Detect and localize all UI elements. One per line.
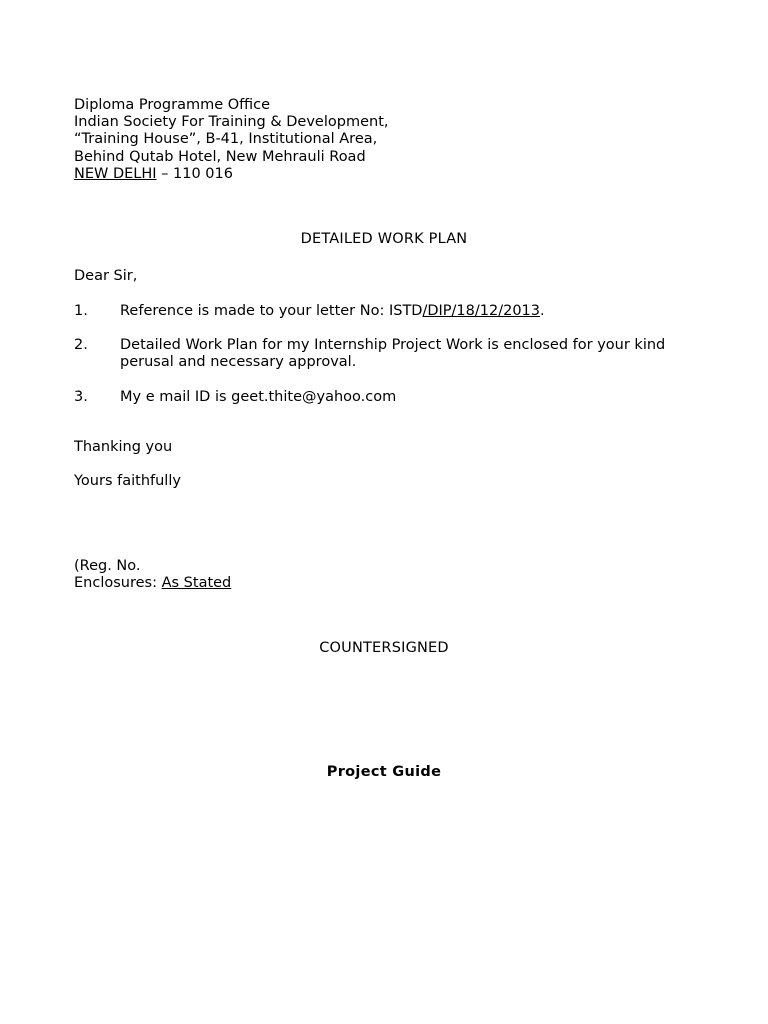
letter-title: DETAILED WORK PLAN bbox=[300, 231, 468, 247]
reference-number: /DIP/18/12/2013 bbox=[422, 303, 540, 319]
project-guide-label: Project Guide bbox=[326, 764, 442, 780]
list-item-text: My e mail ID is geet.thite@yahoo.com bbox=[120, 389, 397, 405]
enclosures-label: Enclosures: bbox=[74, 575, 162, 592]
closing-yours: Yours faithfully bbox=[74, 473, 181, 489]
list-item-number: 2. bbox=[74, 337, 88, 353]
address-city-line bbox=[74, 166, 388, 183]
registration-block bbox=[74, 558, 231, 592]
closing-thanks: Thanking you bbox=[74, 439, 173, 455]
address-line-4: Behind Qutab Hotel, New Mehrauli Road bbox=[74, 148, 366, 165]
enclosures-line bbox=[74, 575, 231, 592]
list-item-number: 1. bbox=[74, 303, 88, 319]
salutation: Dear Sir, bbox=[74, 268, 138, 284]
list-item-number: 3. bbox=[74, 389, 88, 405]
address-line-3: “Training House”, B-41, Institutional Area, bbox=[74, 131, 378, 148]
list-item-text bbox=[120, 303, 694, 320]
address-city: NEW DELHI bbox=[74, 165, 157, 182]
address-pin: – 110 016 bbox=[156, 165, 233, 182]
address-line-1: Diploma Programme Office bbox=[74, 97, 271, 113]
list-item-text: Detailed Work Plan for my Internship Project Work is enclosed for your kind perusal and necessary approval. bbox=[120, 337, 666, 371]
reference-suffix: . bbox=[540, 303, 545, 319]
reg-no: (Reg. No. bbox=[74, 558, 141, 574]
reference-prefix: Reference is made to your letter No: ISTD bbox=[120, 303, 423, 319]
address-line-2: Indian Society For Training & Development, bbox=[74, 114, 389, 131]
countersigned-heading: COUNTERSIGNED bbox=[319, 640, 449, 656]
enclosures-value: As Stated bbox=[161, 575, 232, 592]
recipient-address bbox=[74, 97, 388, 183]
